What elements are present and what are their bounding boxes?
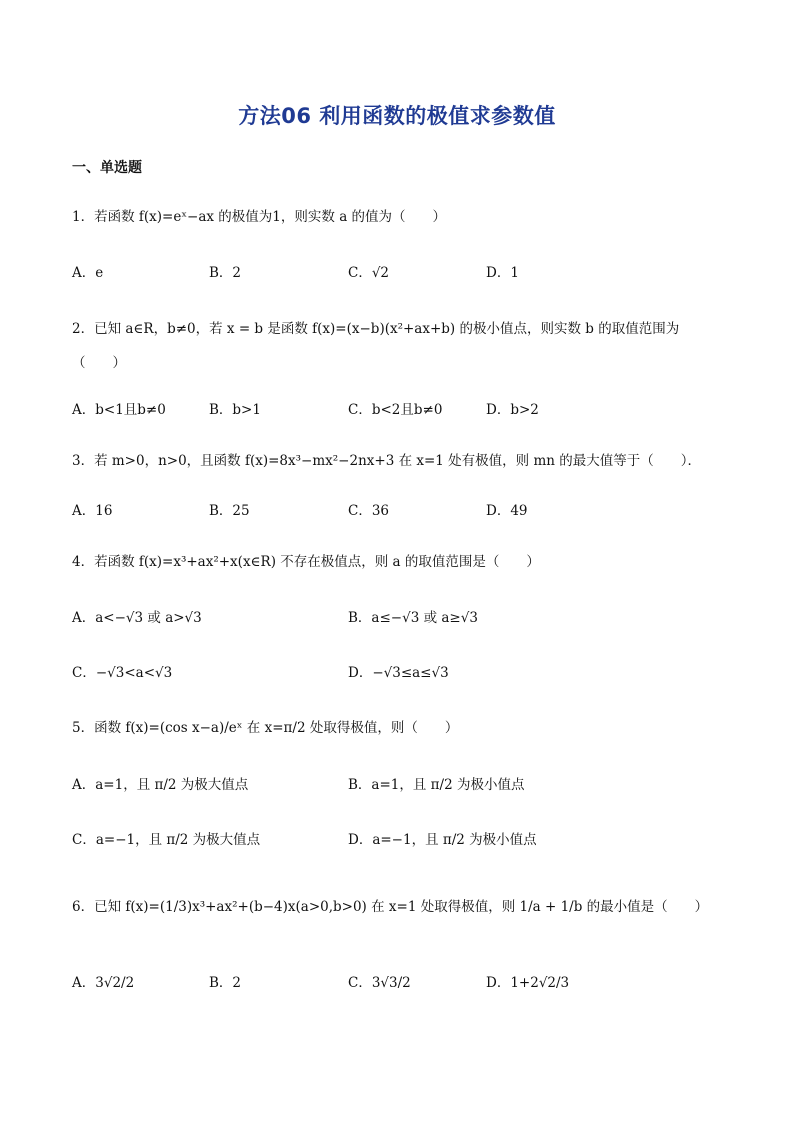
question-2-stem: 2．已知 a∈R，b≠0，若 x = b 是函数 f(x)=(x−b)(x²+ax+b) 的极小值点，则实数 b 的取值范围为 bbox=[72, 321, 680, 337]
question-6-option-c: C．3√3/2 bbox=[348, 975, 411, 991]
question-1-option-b: B．2 bbox=[209, 265, 242, 281]
question-3-stem: 3．若 m>0，n>0，且函数 f(x)=8x³−mx²−2nx+3 在 x=1 处有极值，则 mn 的最大值等于（ ）． bbox=[72, 453, 702, 469]
question-4-option-c: C．−√3<a<√3 bbox=[72, 665, 173, 681]
question-2-option-b: B．b>1 bbox=[209, 402, 261, 418]
question-2-stem-continued: （ ） bbox=[72, 355, 126, 371]
question-6-option-d: D．1+2√2/3 bbox=[486, 975, 570, 991]
question-6-option-a: A．3√2/2 bbox=[72, 975, 135, 991]
question-2-option-a: A．b<1且b≠0 bbox=[72, 402, 166, 418]
question-5-option-c: C．a=−1，且 π/2 为极大值点 bbox=[72, 832, 261, 848]
section-heading: 一、单选题 bbox=[72, 160, 142, 176]
question-1-option-d: D．1 bbox=[486, 265, 519, 281]
question-4-stem: 4．若函数 f(x)=x³+ax²+x(x∈R) 不存在极值点，则 a 的取值范围是（ ） bbox=[72, 554, 540, 570]
question-1-option-c: C．√2 bbox=[348, 265, 390, 281]
question-2-option-c: C．b<2且b≠0 bbox=[348, 402, 443, 418]
question-6-option-b: B．2 bbox=[209, 975, 242, 991]
question-1-option-a: A．e bbox=[72, 265, 104, 281]
question-4-option-d: D．−√3≤a≤√3 bbox=[348, 665, 449, 681]
question-1-stem: 1．若函数 f(x)=eˣ−ax 的极值为1，则实数 a 的值为（ ） bbox=[72, 209, 447, 225]
question-6-stem: 6．已知 f(x)=(1/3)x³+ax²+(b−4)x(a>0,b>0) 在 x=1 处取得极值，则 1/a + 1/b 的最小值是（ ） bbox=[72, 899, 709, 915]
question-5-option-a: A．a=1，且 π/2 为极大值点 bbox=[72, 777, 249, 793]
question-3-option-d: D．49 bbox=[486, 503, 528, 519]
question-5-stem: 5．函数 f(x)=(cos x−a)/eˣ 在 x=π/2 处取得极值，则（ ） bbox=[72, 720, 459, 736]
page-title: 方法06 利用函数的极值求参数值 bbox=[238, 104, 556, 128]
question-5-option-d: D．a=−1，且 π/2 为极小值点 bbox=[348, 832, 537, 848]
question-3-option-a: A．16 bbox=[72, 503, 113, 519]
question-4-option-b: B．a≤−√3 或 a≥√3 bbox=[348, 610, 478, 626]
question-3-option-c: C．36 bbox=[348, 503, 390, 519]
question-2-option-d: D．b>2 bbox=[486, 402, 539, 418]
question-4-option-a: A．a<−√3 或 a>√3 bbox=[72, 610, 202, 626]
question-5-option-b: B．a=1，且 π/2 为极小值点 bbox=[348, 777, 525, 793]
question-3-option-b: B．25 bbox=[209, 503, 250, 519]
